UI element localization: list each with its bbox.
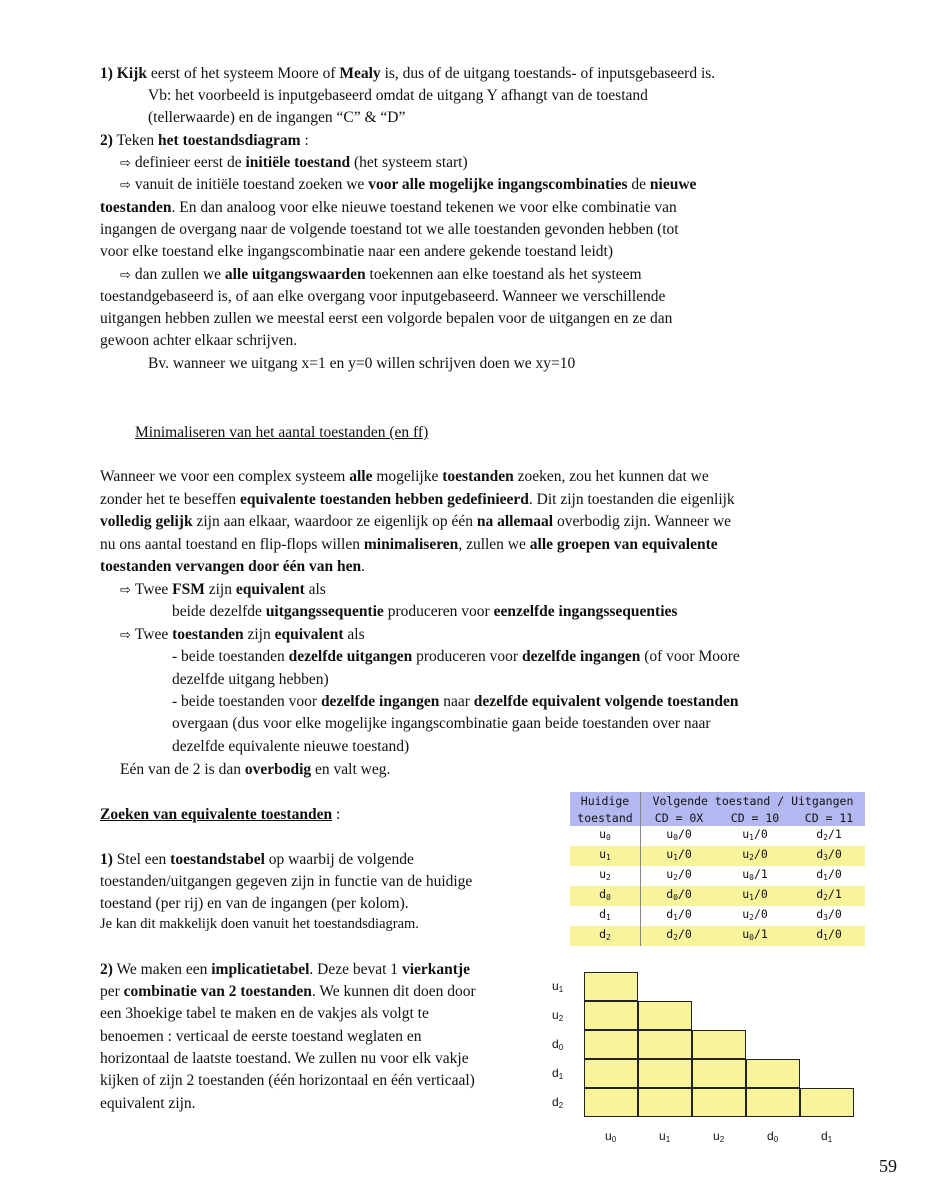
step-number: 1): [100, 851, 113, 868]
state-cell: $d_0$: [570, 886, 641, 906]
bold-term: eenzelfde ingangssequenties: [493, 603, 678, 620]
text-line: toestanden/uitgangen gegeven zijn in functie van de huidige: [100, 873, 473, 890]
step-number: 2): [100, 961, 113, 978]
bold-term: equivalent: [235, 581, 305, 598]
bold-term: toestanden vervangen door één van hen: [100, 558, 362, 575]
text-run: (het systeem start): [350, 154, 468, 171]
transition-cell: $u_1/0$: [717, 826, 793, 846]
example-line: (tellerwaarde) en de ingangen “C” & “D”: [148, 109, 406, 126]
table-row: [570, 906, 865, 926]
arrow-item: [120, 625, 365, 646]
transition-cell: $u_0/1$: [717, 866, 793, 886]
text-line: toestandgebaseerd is, of aan elke overgang voor inputgebaseerd. Wanneer we verschillende: [100, 288, 666, 305]
transition-cell: $d_3/0$: [793, 906, 865, 926]
text-run: :: [332, 806, 341, 823]
column-label: $d_0$: [767, 1129, 779, 1144]
text-run: , zullen we: [458, 536, 530, 553]
implication-table: [548, 962, 858, 1162]
subsection-heading: [100, 805, 340, 825]
text-run: Stel een: [112, 851, 171, 868]
implication-cell: [692, 1030, 746, 1059]
example-line: Vb: het voorbeeld is inputgebaseerd omdat de uitgang Y afhangt van de toestand: [148, 87, 648, 104]
bold-term: toestanden: [172, 626, 244, 643]
text-line: ingangen de overgang naar de volgende toestand tot we alle toestanden gevonden hebben (tot: [100, 221, 679, 238]
transition-cell: $u_2/0$: [717, 906, 793, 926]
implication-cell: [746, 1088, 800, 1117]
text-line: een 3hoekige tabel te maken en de vakjes als volgt te: [100, 1005, 429, 1022]
step-number: 2): [100, 132, 113, 149]
text-run: produceren voor: [412, 648, 522, 665]
row-label: $u_2$: [552, 1008, 564, 1023]
arrow-item: [120, 153, 468, 174]
text-line: [100, 960, 470, 980]
arrow-item: [120, 265, 642, 286]
implication-cell: [584, 972, 638, 1001]
text-run: .: [361, 558, 365, 575]
bold-term: FSM: [172, 581, 205, 598]
text-line: [100, 850, 414, 870]
header-col: CD = 0X: [641, 809, 718, 826]
text-run: zijn: [243, 626, 275, 643]
text-line: uitgangen hebben zullen we meestal eerst een volgorde bepalen voor de uitgangen en ze dan: [100, 310, 673, 327]
bold-term: na allemaal: [476, 513, 554, 530]
bold-term: toestanden: [442, 468, 514, 485]
text-line: [100, 535, 718, 555]
state-cell: $u_2$: [570, 866, 641, 886]
transition-cell: $d_3/0$: [793, 846, 865, 866]
bold-term: equivalente toestanden hebben gedefinieerd: [240, 491, 529, 508]
bold-term: alle uitgangswaarden: [224, 266, 366, 283]
text-run: zoeken, zou het kunnen dat we: [513, 468, 709, 485]
text-run: zonder het te beseffen: [100, 491, 241, 508]
arrow-item: [120, 175, 696, 196]
section-heading: Minimaliseren van het aantal toestanden (en ff): [135, 424, 429, 441]
text-run: mogelijke: [372, 468, 443, 485]
text-run: Wanneer we voor een complex systeem: [100, 468, 350, 485]
right-arrow-icon: ⇨: [120, 268, 131, 283]
implication-cell: [638, 1001, 692, 1030]
transition-cell: $u_1/0$: [717, 886, 793, 906]
transition-cell: $d_2/1$: [793, 886, 865, 906]
bold-term: equivalent: [274, 626, 344, 643]
state-table: [570, 792, 865, 946]
right-arrow-icon: ⇨: [120, 628, 131, 643]
state-cell: $d_1$: [570, 906, 641, 926]
text-run: zijn: [204, 581, 236, 598]
text-run: toekennen aan elke toestand als het systeem: [365, 266, 642, 283]
text-run: Twee: [134, 626, 173, 643]
text-run: en valt weg.: [311, 761, 391, 778]
example-line: Bv. wanneer we uitgang x=1 en y=0 willen schrijven doen we xy=10: [148, 355, 576, 372]
bold-term: implicatietabel: [211, 961, 310, 978]
bold-term: het toestandsdiagram: [158, 132, 301, 149]
bold-term: alle: [349, 468, 373, 485]
text-run: dan zullen we: [134, 266, 225, 283]
text-run: . Dit zijn toestanden die eigenlijk: [528, 491, 735, 508]
bold-term: uitgangssequentie: [265, 603, 384, 620]
text-run: . Deze bevat 1: [309, 961, 402, 978]
transition-cell: $d_1/0$: [641, 906, 718, 926]
column-label: $u_2$: [713, 1129, 725, 1144]
text-run: . En dan analoog voor elke nieuwe toestand tekenen we voor elke combinatie van: [171, 199, 677, 216]
column-label: $u_1$: [659, 1129, 671, 1144]
text-run: :: [300, 132, 309, 149]
text-line: [100, 490, 735, 510]
header-col: CD = 11: [793, 809, 865, 826]
subsection-title: Zoeken van equivalente toestanden: [100, 806, 333, 823]
implication-cell: [638, 1030, 692, 1059]
bold-term: alle groepen van equivalente: [529, 536, 718, 553]
bold-term: volledig gelijk: [100, 513, 193, 530]
text-line: equivalent zijn.: [100, 1095, 196, 1112]
text-line: [120, 760, 390, 780]
text-run: naar: [439, 693, 474, 710]
transition-cell: $d_0/0$: [641, 886, 718, 906]
bold-term: dezelfde ingangen: [320, 693, 440, 710]
state-cell: $d_2$: [570, 926, 641, 946]
text-run: produceren voor: [383, 603, 494, 620]
bold-term: toestanden: [100, 199, 172, 216]
step-number: 1): [100, 65, 113, 82]
bold-term: Kijk: [116, 65, 147, 82]
table-row: [570, 846, 865, 866]
text-line: [172, 602, 677, 622]
implication-cell: [584, 1088, 638, 1117]
bold-term: minimaliseren: [363, 536, 459, 553]
bold-term: dezelfde equivalent volgende toestanden: [473, 693, 739, 710]
text-line: [100, 512, 731, 532]
implication-cell: [746, 1059, 800, 1088]
text-run: zijn aan elkaar, waardoor ze eigenlijk op één: [192, 513, 477, 530]
text-line: toestand (per rij) en van de ingangen (per kolom).: [100, 895, 409, 912]
text-line: [172, 647, 740, 667]
text-line: [100, 982, 476, 1002]
implication-cell: [584, 1030, 638, 1059]
text-line: voor elke toestand elke ingangscombinatie naar een andere gekende toestand leidt): [100, 243, 614, 260]
text-run: definieer eerst de: [134, 154, 246, 171]
text-run: Teken: [112, 132, 159, 149]
text-run: Twee: [134, 581, 173, 598]
text-run: de: [627, 176, 650, 193]
text-run: . We kunnen dit doen door: [311, 983, 476, 1000]
bold-term: dezelfde uitgangen: [288, 648, 413, 665]
bold-term: combinatie van 2 toestanden: [123, 983, 312, 1000]
transition-cell: $u_2/0$: [717, 846, 793, 866]
state-cell: $u_1$: [570, 846, 641, 866]
implication-cell: [800, 1088, 854, 1117]
bold-term: nieuwe: [649, 176, 697, 193]
row-label: $d_1$: [552, 1066, 564, 1081]
text-line: dezelfde equivalente nieuwe toestand): [172, 738, 410, 755]
table-row: [570, 886, 865, 906]
text-run: nu ons aantal toestand en flip-flops willen: [100, 536, 364, 553]
bold-term: initiële toestand: [245, 154, 351, 171]
right-arrow-icon: ⇨: [120, 178, 131, 193]
arrow-item: [120, 580, 326, 601]
text-run: vanuit de initiële toestand zoeken we: [134, 176, 369, 193]
table-row: [570, 866, 865, 886]
text-run: als: [343, 626, 365, 643]
text-run: als: [304, 581, 326, 598]
transition-cell: $d_1/0$: [793, 926, 865, 946]
right-arrow-icon: ⇨: [120, 583, 131, 598]
bold-term: dezelfde ingangen: [521, 648, 641, 665]
bold-term: overbodig: [244, 761, 312, 778]
step-2-line: [100, 131, 309, 151]
page-number: 59: [879, 1156, 897, 1176]
right-arrow-icon: ⇨: [120, 156, 131, 171]
text-run: (of voor Moore: [640, 648, 740, 665]
text-line: dezelfde uitgang hebben): [172, 671, 329, 688]
state-cell: $u_0$: [570, 826, 641, 846]
transition-cell: $d_1/0$: [793, 866, 865, 886]
text-line: benoemen : verticaal de eerste toestand weglaten en: [100, 1028, 422, 1045]
text-line: Je kan dit makkelijk doen vanuit het toestandsdiagram.: [100, 916, 419, 932]
text-line: kijken of zijn 2 toestanden (één horizontaal en één verticaal): [100, 1072, 475, 1089]
transition-cell: $d_2/0$: [641, 926, 718, 946]
implication-cell: [584, 1059, 638, 1088]
bold-term: toestandstabel: [170, 851, 265, 868]
text-line: [100, 557, 365, 577]
bold-term: vierkantje: [401, 961, 470, 978]
implication-cell: [692, 1088, 746, 1117]
text-run: eerst of het systeem Moore of: [146, 65, 340, 82]
header-state-l2: toestand: [570, 809, 641, 826]
text-line: [172, 692, 739, 712]
text-run: - beide toestanden: [172, 648, 289, 665]
transition-cell: $u_2/0$: [641, 866, 718, 886]
column-label: $u_0$: [605, 1129, 617, 1144]
column-label: $d_1$: [821, 1129, 833, 1144]
transition-cell: $u_1/0$: [641, 846, 718, 866]
table-row: [570, 826, 865, 846]
text-line: [100, 467, 709, 487]
text-run: Eén van de 2 is dan: [120, 761, 245, 778]
text-line: horizontaal de laatste toestand. We zullen nu voor elk vakje: [100, 1050, 469, 1067]
header-state-l1: Huidige: [570, 792, 641, 809]
header-next-state: Volgende toestand / Uitgangen: [641, 792, 866, 809]
transition-cell: $u_0/1$: [717, 926, 793, 946]
text-run: is, dus of de uitgang toestands- of inputsgebaseerd is.: [380, 65, 716, 82]
implication-cell: [638, 1059, 692, 1088]
row-label: $d_0$: [552, 1037, 564, 1052]
text-run: per: [100, 983, 124, 1000]
table-row: [570, 926, 865, 946]
bold-term: voor alle mogelijke ingangscombinaties: [368, 176, 628, 193]
text-run: - beide toestanden voor: [172, 693, 321, 710]
text-run: beide dezelfde: [172, 603, 266, 620]
row-label: $d_2$: [552, 1095, 564, 1110]
text-run: overbodig zijn. Wanneer we: [553, 513, 732, 530]
implication-cell: [638, 1088, 692, 1117]
text-line: [100, 198, 677, 218]
row-label: $u_1$: [552, 979, 564, 994]
text-run: op waarbij de volgende: [264, 851, 414, 868]
header-col: CD = 10: [717, 809, 793, 826]
text-line: overgaan (dus voor elke mogelijke ingangscombinatie gaan beide toestanden over naar: [172, 715, 711, 732]
step-1-line: [100, 64, 715, 84]
text-run: We maken een: [112, 961, 212, 978]
implication-cell: [584, 1001, 638, 1030]
implication-cell: [692, 1059, 746, 1088]
text-line: gewoon achter elkaar schrijven.: [100, 332, 298, 349]
bold-term: Mealy: [339, 65, 381, 82]
transition-cell: $u_0/0$: [641, 826, 718, 846]
transition-cell: $d_2/1$: [793, 826, 865, 846]
